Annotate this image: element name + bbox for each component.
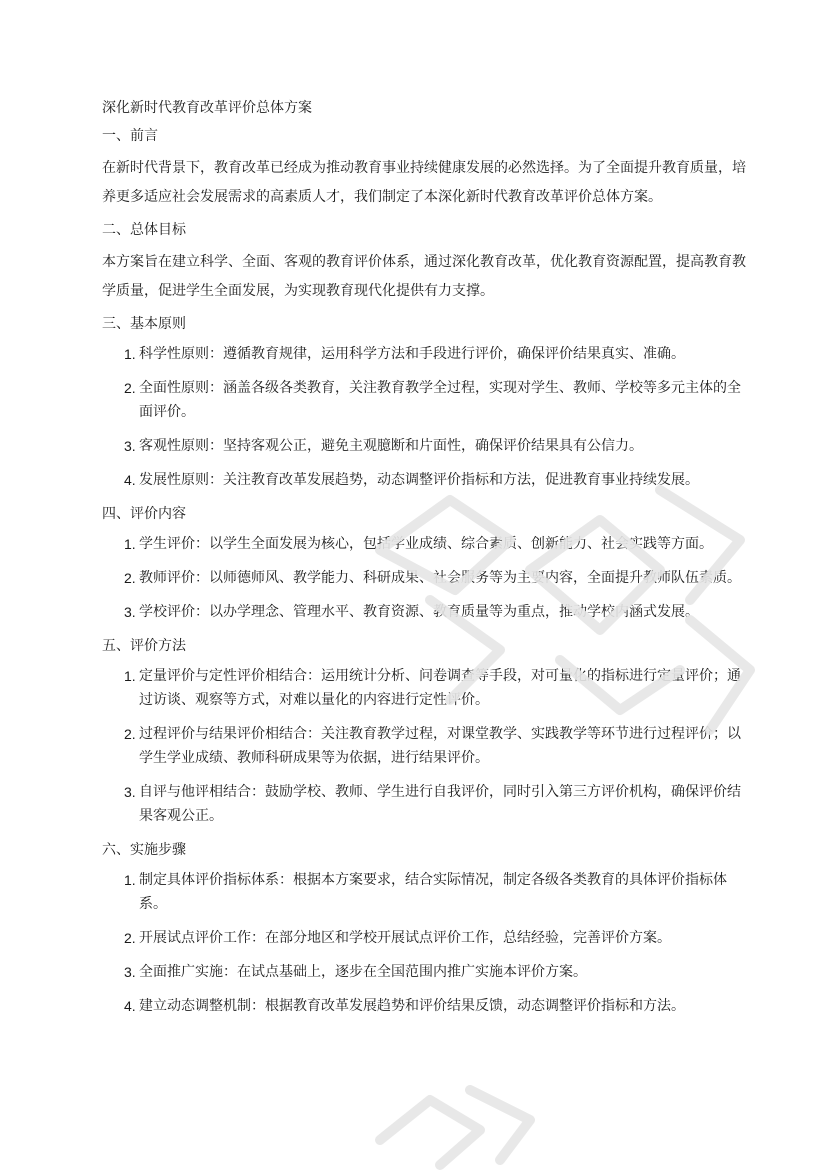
section-heading: 二、总体目标 (102, 222, 186, 238)
list-text: 全面性原则：涵盖各级各类教育，关注教育教学全过程，实现对学生、教师、学校等多元主体的全面评价。 (139, 380, 741, 420)
principles-list (102, 342, 752, 492)
list-text: 过程评价与结果评价相结合：关注教育教学过程，对课堂教学、实践教学等环节进行过程评价；以学生学业成绩、教师科研成果等为依据，进行结果评价。 (139, 726, 741, 766)
document-title: 深化新时代教育改革评价总体方案 (102, 100, 312, 116)
section-heading: 一、前言 (102, 128, 158, 144)
section-paragraph: 本方案旨在建立科学、全面、客观的教育评价体系，通过深化教育改革，优化教育资源配置，提高教育教学质量，促进学生全面发展，为实现教育现代化提供有力支撑。 (102, 254, 746, 299)
list-text: 科学性原则：遵循教育规律，运用科学方法和手段进行评价，确保评价结果真实、准确。 (139, 346, 685, 362)
methods-list (102, 664, 752, 828)
list-item (102, 664, 752, 712)
list-item (102, 566, 752, 590)
list-number: 3. (124, 438, 136, 454)
list-item (102, 342, 752, 366)
list-item (102, 376, 752, 424)
section-heading: 五、评价方法 (102, 638, 186, 654)
list-text: 定量评价与定性评价相结合：运用统计分析、问卷调查等手段，对可量化的指标进行定量评价；通过访谈、观察等方式，对难以量化的内容进行定性评价。 (139, 668, 741, 708)
list-number: 4. (124, 472, 136, 488)
list-number: 1. (124, 346, 136, 362)
list-number: 2. (124, 380, 136, 396)
watermark-graphic-bottom (360, 1060, 560, 1170)
list-item (102, 960, 752, 984)
list-item (102, 434, 752, 458)
list-item (102, 780, 752, 828)
list-number: 1. (124, 668, 136, 684)
list-number: 1. (124, 872, 136, 888)
list-text: 发展性原则：关注教育改革发展趋势，动态调整评价指标和方法，促进教育事业持续发展。 (139, 472, 699, 488)
list-text: 客观性原则：坚持客观公正，避免主观臆断和片面性，确保评价结果具有公信力。 (139, 438, 643, 454)
steps-list (102, 868, 752, 1018)
list-item (102, 722, 752, 770)
section-paragraph: 在新时代背景下，教育改革已经成为推动教育事业持续健康发展的必然选择。为了全面提升教育质量，培养更多适应社会发展需求的高素质人才，我们制定了本深化新时代教育改革评价总体方案。 (102, 160, 746, 205)
list-number: 2. (124, 930, 136, 946)
list-text: 教师评价：以师德师风、教学能力、科研成果、社会服务等为主要内容，全面提升教师队伍素质。 (139, 570, 741, 586)
list-text: 开展试点评价工作：在部分地区和学校开展试点评价工作，总结经验，完善评价方案。 (139, 930, 671, 946)
list-item (102, 600, 752, 624)
list-item (102, 468, 752, 492)
section-overall-goal (102, 218, 752, 306)
section-heading: 四、评价内容 (102, 506, 186, 522)
section-preface (102, 124, 752, 212)
list-number: 1. (124, 536, 136, 552)
list-number: 3. (124, 604, 136, 620)
section-evaluation-content (102, 502, 752, 624)
list-item (102, 532, 752, 556)
list-number: 3. (124, 964, 136, 980)
list-number: 3. (124, 784, 136, 800)
list-text: 建立动态调整机制：根据教育改革发展趋势和评价结果反馈，动态调整评价指标和方法。 (139, 998, 685, 1014)
list-item (102, 868, 752, 916)
list-item (102, 926, 752, 950)
list-text: 学校评价：以办学理念、管理水平、教育资源、教育质量等为重点，推动学校内涵式发展。 (139, 604, 699, 620)
section-basic-principles (102, 312, 752, 492)
list-number: 2. (124, 570, 136, 586)
list-text: 学生评价：以学生全面发展为核心，包括学业成绩、综合素质、创新能力、社会实践等方面。 (139, 536, 713, 552)
content-list (102, 532, 752, 624)
list-number: 2. (124, 726, 136, 742)
section-implementation-steps (102, 838, 752, 1018)
list-text: 自评与他评相结合：鼓励学校、教师、学生进行自我评价，同时引入第三方评价机构，确保评价结果客观公正。 (139, 784, 741, 824)
list-text: 全面推广实施：在试点基础上，逐步在全国范围内推广实施本评价方案。 (139, 964, 587, 980)
section-heading: 三、基本原则 (102, 316, 186, 332)
list-number: 4. (124, 998, 136, 1014)
document-page (102, 96, 752, 1028)
section-heading: 六、实施步骤 (102, 842, 186, 858)
list-item (102, 994, 752, 1018)
section-evaluation-methods (102, 634, 752, 828)
list-text: 制定具体评价指标体系：根据本方案要求，结合实际情况，制定各级各类教育的具体评价指标体系。 (139, 872, 727, 912)
